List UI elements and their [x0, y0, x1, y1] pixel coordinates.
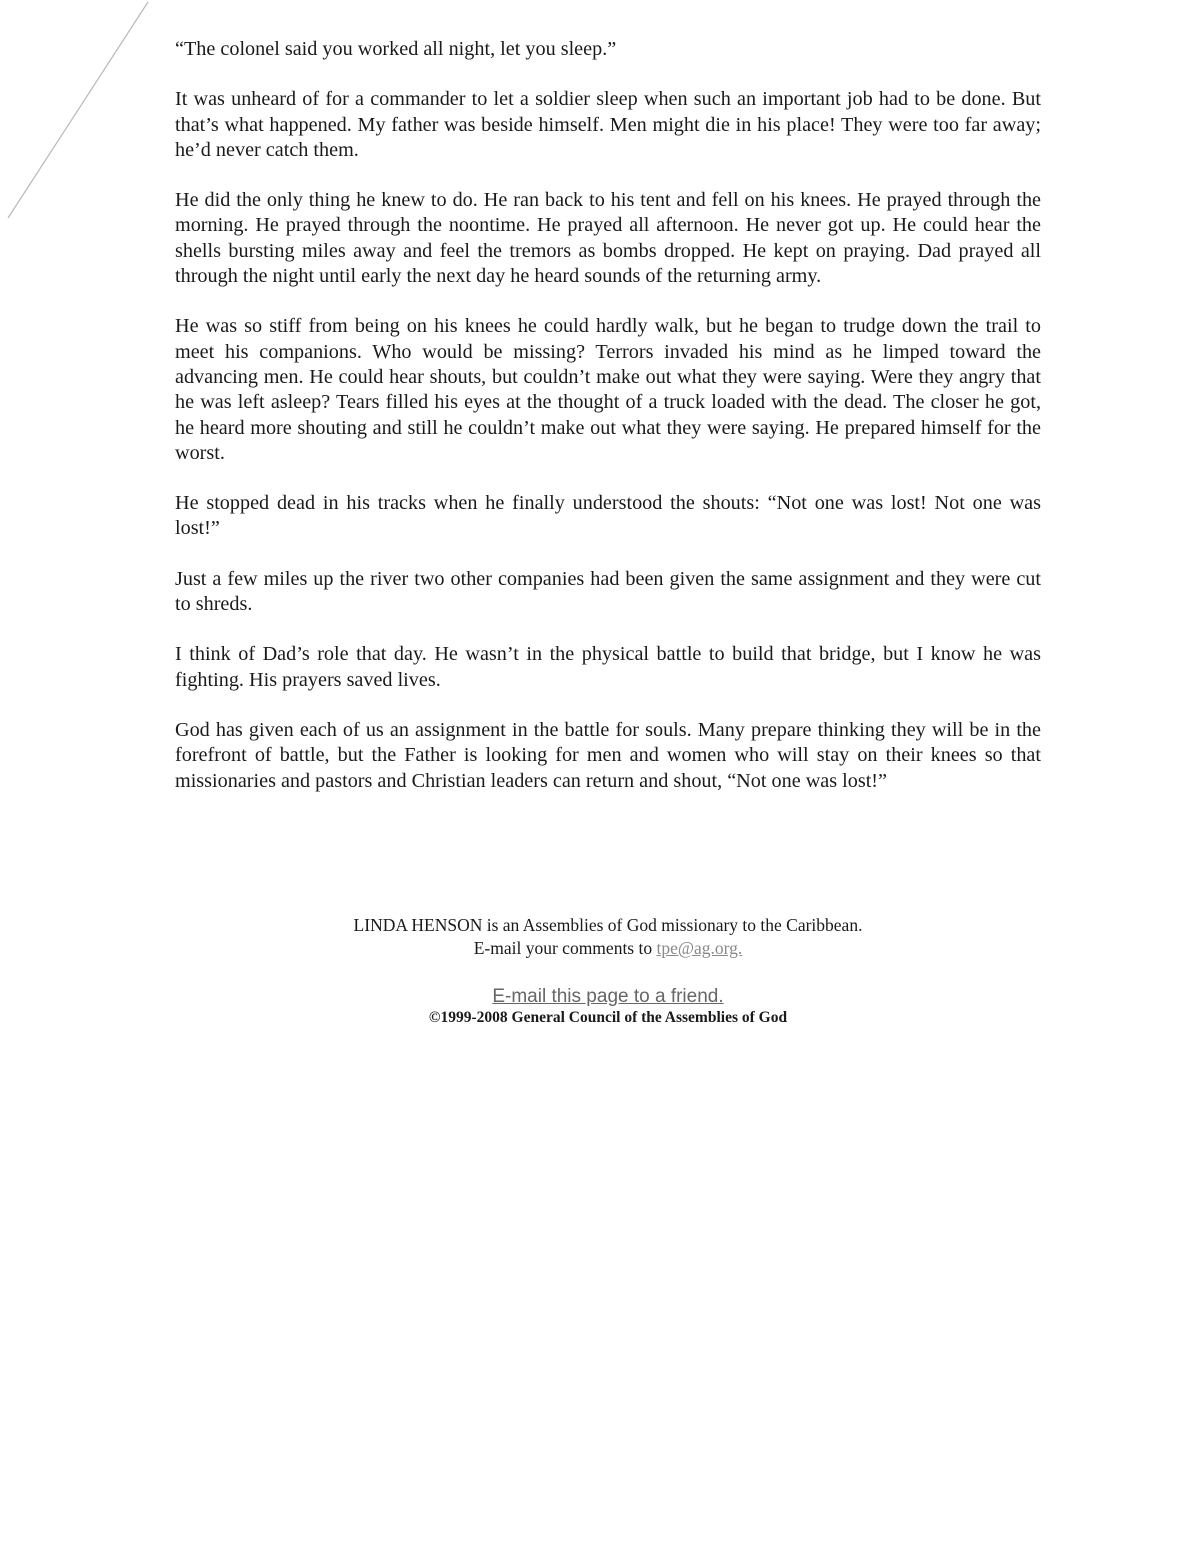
paragraph-4: He was so stiff from being on his knees he could hardly walk, but he began to trudge down the trail to meet his companions. Who would be missing? Terrors invaded his mind as he limped toward the advancing men. He could hear shouts, but couldn’t make out what they were saying. Were they angry that he was left asleep? Tears filled his eyes at the thought of a truck loaded with the dead. The closer he got, he heard more shouting and still he couldn’t make out what they were saying. He prepared himself for the worst. [175, 315, 1041, 464]
scan-edge-mark [0, 0, 160, 230]
comments-prefix: E-mail your comments to [473, 938, 657, 958]
paragraph-7: I think of Dad’s role that day. He wasn’t in the physical battle to build that bridge, but I know he was fighting. His prayers saved lives. [175, 643, 1041, 691]
paragraph-5: He stopped dead in his tracks when he finally understood the shouts: “Not one was lost! Not one was lost!” [175, 492, 1041, 540]
article-footer [175, 914, 1041, 1027]
email-page-link[interactable]: E-mail this page to a friend. [492, 986, 724, 1007]
paragraph-8: God has given each of us an assignment in the battle for souls. Many prepare thinking they will be in the forefront of battle, but the Father is looking for men and women who will stay on their knees so that missionaries and pastors and Christian leaders can return and shout, “Not one was lost!” [175, 718, 1041, 792]
paragraph-6: Just a few miles up the river two other companies had been given the same assignment and they were cut to shreds. [175, 567, 1041, 616]
author-bio: LINDA HENSON is an Assemblies of God missionary to the Caribbean. [353, 915, 863, 935]
article-body [175, 37, 1041, 819]
paragraph-1: “The colonel said you worked all night, let you sleep.” [175, 38, 617, 60]
paragraph-3: He did the only thing he knew to do. He ran back to his tent and fell on his knees. He prayed through the morning. He prayed through the noontime. He prayed all afternoon. He never got up. He could hear the shells bursting miles away and feel the tremors as bombs dropped. He kept on praying. Dad prayed all through the night until early the next day he heard sounds of the returning army. [175, 189, 1041, 288]
paragraph-2: It was unheard of for a commander to let a soldier sleep when such an important job had to be done. But that’s what happened. My father was beside himself. Men might die in his place! They were too far away; he’d never catch them. [175, 88, 1041, 161]
copyright-notice: ©1999-2008 General Council of the Assemblies of God [428, 1009, 788, 1026]
comments-line [175, 937, 1041, 960]
email-link[interactable]: tpe@ag.org. [656, 938, 743, 958]
